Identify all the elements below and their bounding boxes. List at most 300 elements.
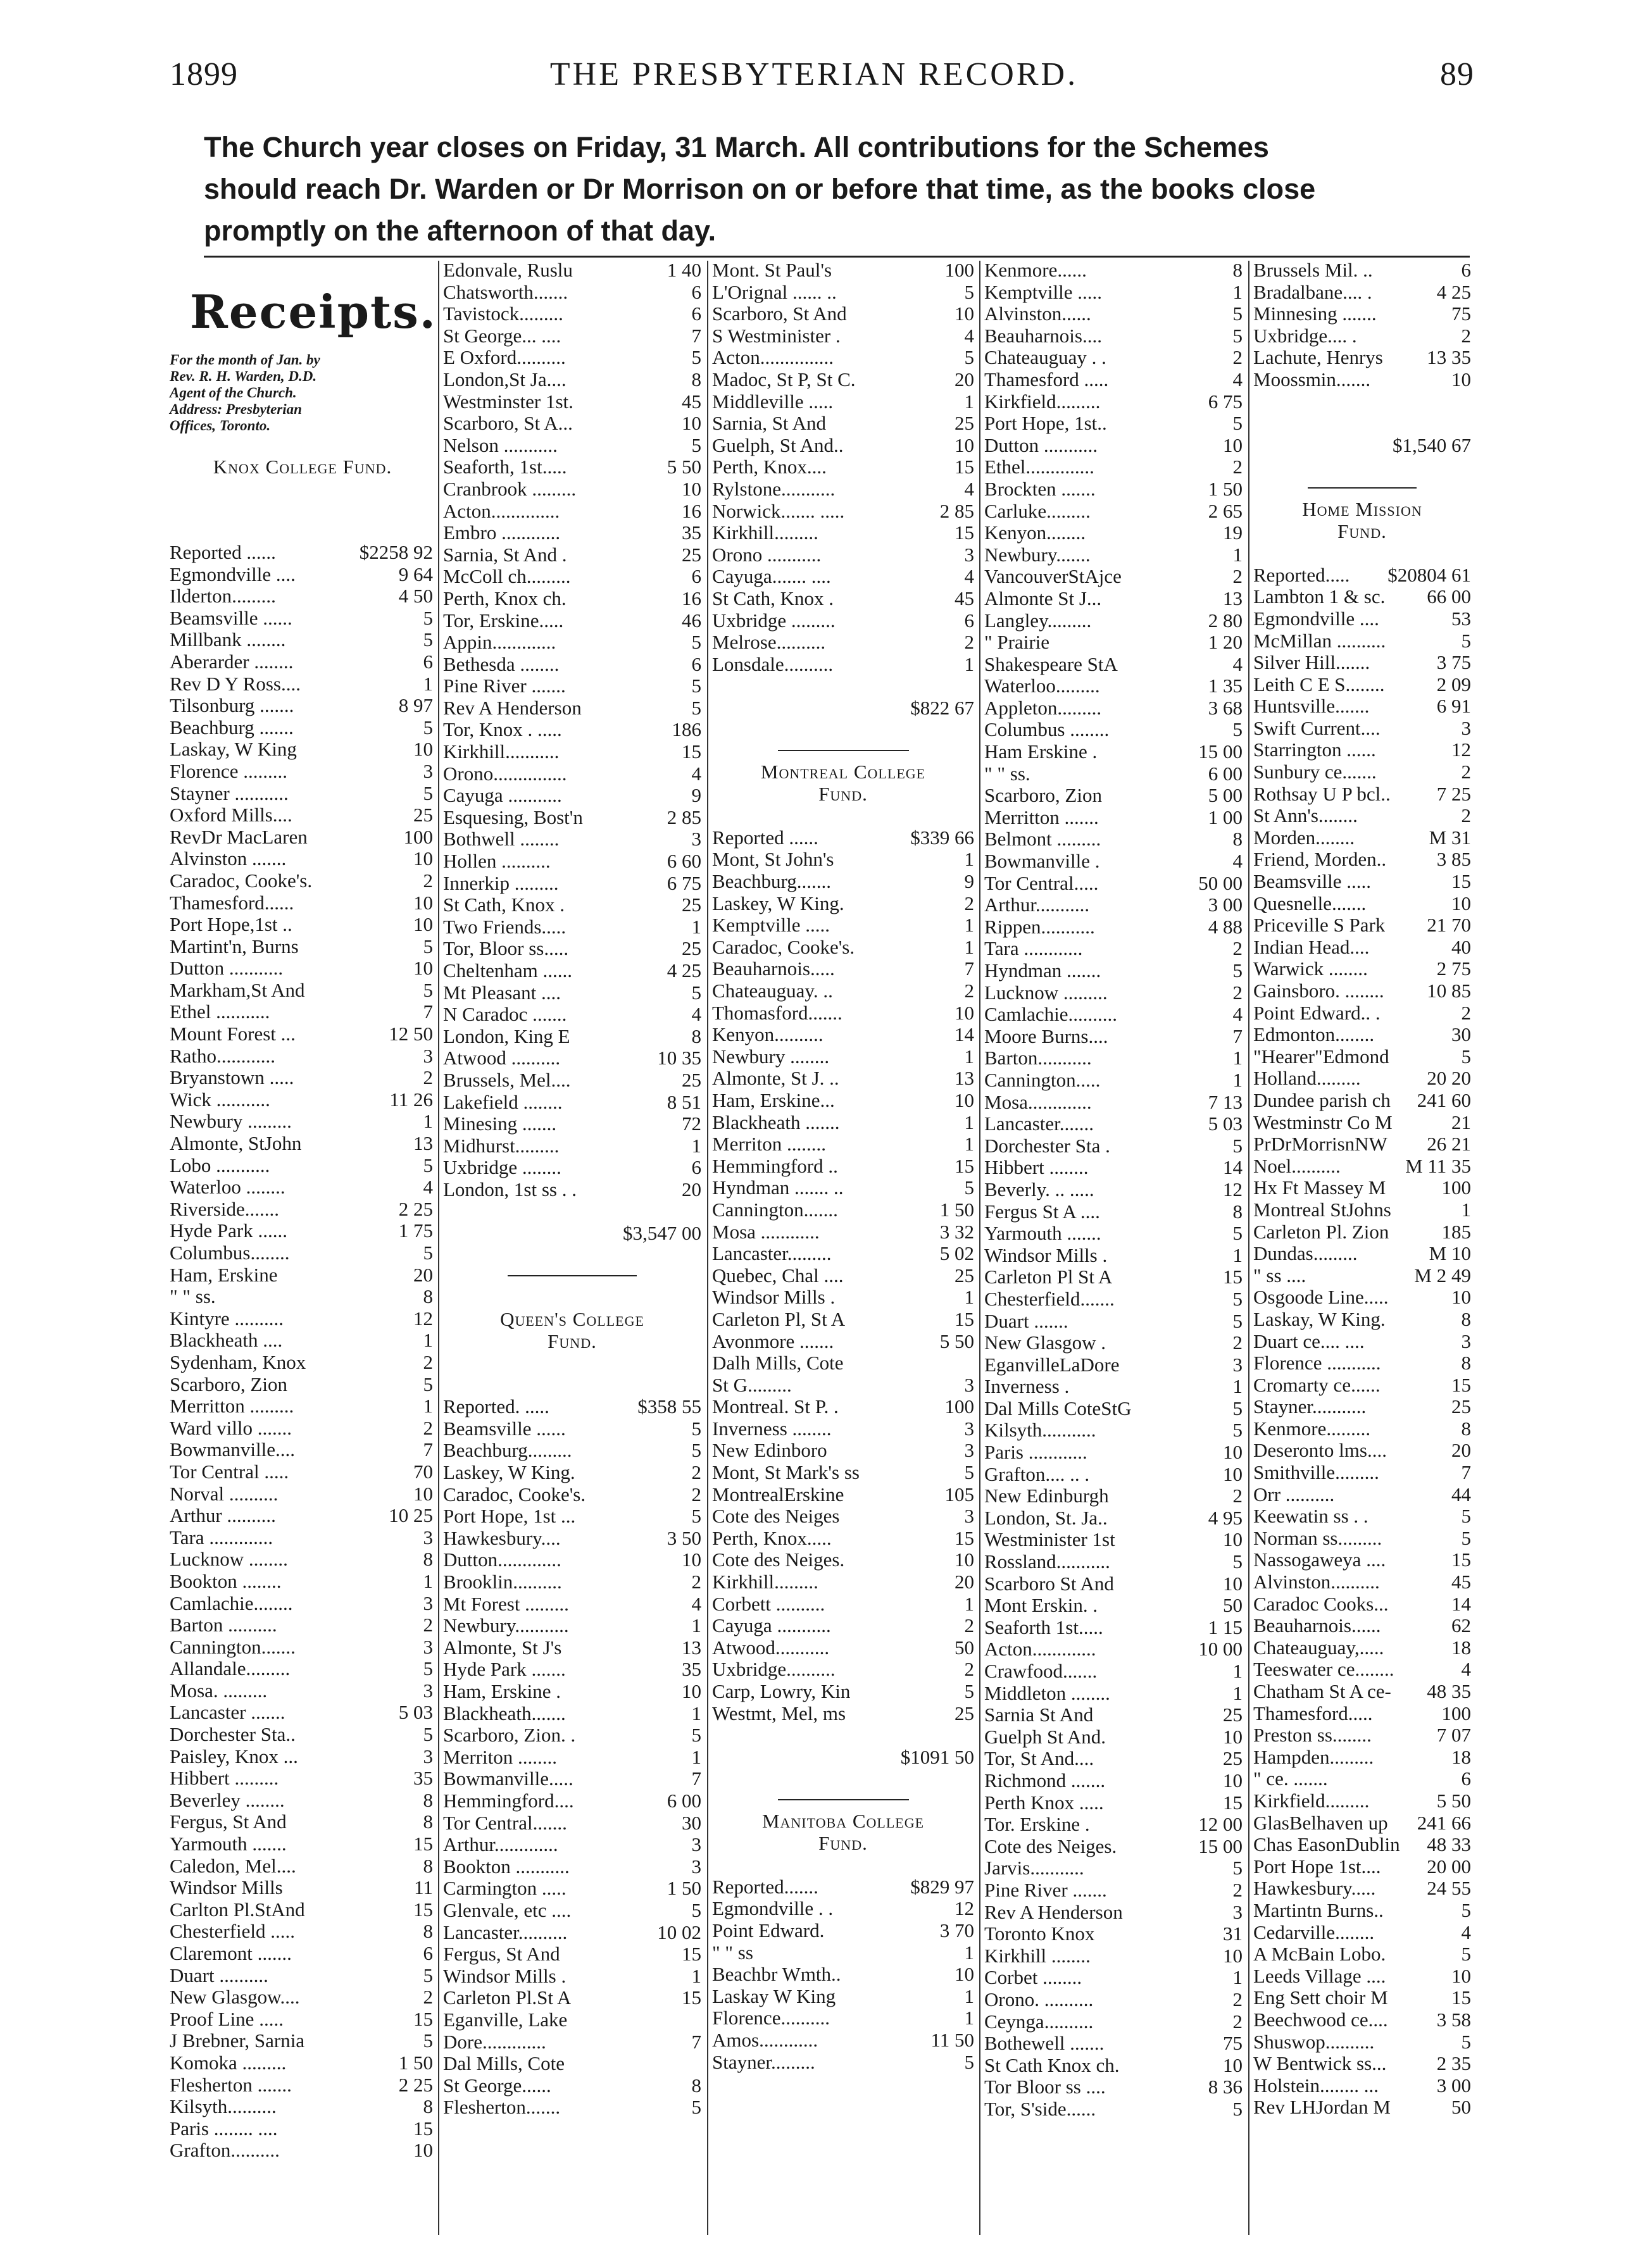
entry-amount: 15 bbox=[955, 456, 974, 478]
entry-amount: 10 02 bbox=[657, 1921, 701, 1943]
receipt-entry bbox=[984, 632, 1243, 654]
entry-amount: 45 bbox=[1451, 1571, 1471, 1593]
entry-name: Minnesing ....... bbox=[1253, 303, 1377, 325]
entry-name: Duart ....... bbox=[984, 1310, 1068, 1332]
entry-name: Yarmouth ....... bbox=[170, 1833, 287, 1855]
receipt-entry bbox=[1253, 2031, 1471, 2053]
entry-name: Orr .......... bbox=[1253, 1483, 1335, 1505]
entry-amount: 8 bbox=[1232, 1200, 1243, 1223]
receipt-entry bbox=[1253, 2053, 1471, 2075]
entry-amount: 15 00 bbox=[1198, 740, 1243, 763]
entry-name: Dutton............. bbox=[443, 1549, 561, 1571]
receipt-entry bbox=[712, 1418, 974, 1440]
receipt-entry bbox=[712, 303, 974, 325]
entry-amount: 5 bbox=[423, 716, 433, 738]
entry-name: Two Friends..... bbox=[443, 916, 567, 938]
receipt-entry bbox=[1253, 259, 1471, 282]
receipt-entry bbox=[984, 1157, 1243, 1179]
entry-name: Shakespeare StA bbox=[984, 653, 1118, 675]
entry-amount: 10 bbox=[1223, 1725, 1243, 1748]
receipt-entry bbox=[712, 1615, 974, 1637]
entry-name: Westmt, Mel, ms bbox=[712, 1702, 846, 1724]
receipt-entry bbox=[443, 1834, 701, 1856]
entry-name: Norval .......... bbox=[170, 1483, 279, 1505]
entry-amount: 4 bbox=[691, 762, 701, 785]
receipt-entry bbox=[712, 849, 974, 871]
entry-name: Rev D Y Ross.... bbox=[170, 673, 301, 695]
entry-amount: 2 35 bbox=[1436, 2052, 1471, 2075]
entry-name: Kilsyth........... bbox=[984, 1419, 1096, 1442]
receipt-entry bbox=[443, 1047, 701, 1069]
entry-name: Hyndman ....... bbox=[984, 960, 1101, 981]
entry-name: Kenmore...... bbox=[984, 259, 1087, 281]
receipt-entry bbox=[443, 1092, 701, 1114]
receipt-entry bbox=[1253, 805, 1471, 827]
entry-name: A McBain Lobo. bbox=[1253, 1943, 1386, 1966]
spacer bbox=[1253, 456, 1471, 478]
receipt-entry bbox=[443, 1462, 701, 1484]
entry-amount: 8 bbox=[423, 2095, 433, 2118]
entry-name: Silver Hill....... bbox=[1253, 652, 1370, 674]
receipt-entry bbox=[443, 435, 701, 457]
entry-amount: 25 bbox=[955, 1264, 974, 1287]
entry-amount: 4 88 bbox=[1208, 915, 1243, 938]
entry-name: Hemmingford.... bbox=[443, 1790, 574, 1812]
entry-name: Lakefield ........ bbox=[443, 1091, 563, 1113]
receipt-entry bbox=[1253, 282, 1471, 304]
fund-heading: Fund. bbox=[548, 1330, 597, 1352]
entry-name: Chesterfield ..... bbox=[170, 1921, 296, 1943]
entry-name: Brussels Mil. .. bbox=[1253, 259, 1373, 281]
entry-name: Toronto Knox bbox=[984, 1923, 1095, 1945]
receipt-entry bbox=[443, 1026, 701, 1048]
entry-name: Point Edward.. . bbox=[1253, 1002, 1381, 1024]
entry-name: Hyndman ....... .. bbox=[712, 1177, 844, 1199]
entry-amount: 2 bbox=[423, 1416, 433, 1439]
entry-name: Newbury........... bbox=[443, 1615, 569, 1637]
entry-name: Lachute, Henrys bbox=[1253, 347, 1383, 369]
receipt-entry bbox=[1253, 1374, 1471, 1397]
receipts-title: Receipts. bbox=[190, 285, 437, 339]
entry-name: Laskay W King bbox=[712, 1985, 836, 2007]
receipt-entry bbox=[984, 1311, 1243, 1333]
entry-amount: 10 bbox=[1451, 368, 1471, 390]
receipt-entry bbox=[1253, 1834, 1471, 1856]
receipt-entry bbox=[443, 1157, 701, 1179]
spacer bbox=[1253, 542, 1471, 564]
entry-amount: 50 bbox=[1223, 1594, 1243, 1617]
entry-name: Quebec, Chal .... bbox=[712, 1264, 844, 1287]
entry-amount: 1 bbox=[964, 1941, 974, 1964]
entry-name: Indian Head.... bbox=[1253, 936, 1370, 958]
entry-amount: 30 bbox=[682, 1811, 701, 1834]
entry-amount: 10 bbox=[1223, 433, 1243, 456]
entry-amount: 2 bbox=[1232, 565, 1243, 588]
entry-amount: 3 58 bbox=[1436, 2008, 1471, 2031]
fund-total bbox=[443, 1223, 701, 1245]
receipt-entry bbox=[1253, 1046, 1471, 1068]
receipt-entry bbox=[1253, 1703, 1471, 1725]
receipt-entry bbox=[1253, 2075, 1471, 2097]
receipt-entry bbox=[984, 1201, 1243, 1223]
notice bbox=[204, 127, 1470, 252]
entry-name: Kenmore......... bbox=[1253, 1418, 1371, 1440]
entry-amount: 20 bbox=[955, 1571, 974, 1593]
entry-amount: 6 bbox=[1461, 1767, 1471, 1790]
entry-name: Beachbr Wmth.. bbox=[712, 1964, 841, 1986]
entry-name: Edmonton........ bbox=[1253, 1024, 1375, 1046]
entry-name: Egmondville .... bbox=[1253, 608, 1379, 630]
entry-amount: 75 bbox=[1223, 2032, 1243, 2055]
entry-name: RevDr MacLaren bbox=[170, 826, 308, 848]
page-year: 1899 bbox=[170, 56, 238, 92]
entry-amount: 15 bbox=[682, 740, 701, 763]
entry-name: Minesing ....... bbox=[443, 1113, 557, 1135]
receipt-entry bbox=[443, 2097, 701, 2119]
entry-name: Cranbrook ......... bbox=[443, 478, 577, 500]
entry-name: Orono ........... bbox=[712, 544, 822, 566]
fund-heading: Fund. bbox=[818, 1831, 868, 1854]
entry-amount: 5 bbox=[1461, 1526, 1471, 1549]
entry-name: Aberarder ........ bbox=[170, 651, 294, 673]
entry-amount: 15 bbox=[955, 1154, 974, 1177]
entry-amount: 8 bbox=[423, 1548, 433, 1571]
entry-amount: 5 bbox=[423, 782, 433, 804]
entry-amount: 10 bbox=[1451, 1964, 1471, 1987]
entry-amount: 5 bbox=[1461, 1898, 1471, 1921]
entry-name: Rossland........... bbox=[984, 1551, 1110, 1573]
entry-name: Rev LHJordan M bbox=[1253, 2097, 1391, 2119]
section-rule bbox=[778, 750, 909, 751]
entry-name: Montreal StJohns bbox=[1253, 1199, 1391, 1221]
entry-amount: 13 bbox=[955, 1067, 974, 1090]
receipt-entry bbox=[443, 1966, 701, 1988]
entry-amount: 21 70 bbox=[1427, 914, 1471, 937]
entry-name: Duart ce.... .... bbox=[1253, 1330, 1365, 1352]
entry-amount: 8 bbox=[1461, 1417, 1471, 1440]
column-separator bbox=[438, 261, 439, 2235]
receipt-entry bbox=[984, 1792, 1243, 1814]
entry-amount: 1 bbox=[423, 1329, 433, 1352]
entry-name: Windsor Mills . bbox=[984, 1244, 1108, 1266]
receipt-entry bbox=[984, 960, 1243, 982]
entry-amount: 8 bbox=[691, 1025, 701, 1047]
receipt-entry bbox=[443, 938, 701, 960]
entry-amount: 40 bbox=[1451, 935, 1471, 958]
entry-name: Perth, Knox..... bbox=[712, 1527, 832, 1549]
receipts-column-4 bbox=[984, 259, 1243, 2120]
entry-amount: 10 bbox=[955, 1001, 974, 1024]
entry-amount: 3 bbox=[964, 543, 974, 566]
receipt-entry bbox=[1253, 1352, 1471, 1374]
entry-amount: 1 bbox=[691, 915, 701, 938]
entry-name: Brockten ....... bbox=[984, 478, 1096, 500]
entry-name: Sydenham, Knox bbox=[170, 1351, 306, 1373]
entry-name: St G......... bbox=[712, 1374, 792, 1396]
receipt-entry bbox=[443, 1659, 701, 1681]
entry-amount: 46 bbox=[682, 609, 701, 632]
receipt-entry bbox=[712, 1898, 974, 1920]
receipt-entry bbox=[443, 303, 701, 325]
receipt-entry bbox=[712, 1637, 974, 1659]
entry-name: Ethel ........... bbox=[170, 1001, 270, 1023]
entry-name: Chateauguay . . bbox=[984, 347, 1106, 369]
entry-amount: 4 bbox=[1461, 1658, 1471, 1681]
entry-amount: 7 07 bbox=[1436, 1724, 1471, 1747]
entry-name: Tara ............. bbox=[170, 1526, 273, 1548]
entry-name: Markham,St And bbox=[170, 979, 305, 1001]
spacer bbox=[712, 675, 974, 697]
entry-amount: 4 bbox=[423, 1176, 433, 1199]
entry-amount: 3 bbox=[964, 1417, 974, 1440]
entry-amount: 1 bbox=[691, 1964, 701, 1987]
entry-name: Mont, St Mark's ss bbox=[712, 1462, 860, 1484]
receipt-entry bbox=[443, 1069, 701, 1092]
receipt-entry bbox=[712, 914, 974, 937]
entry-name: Mont, St John's bbox=[712, 849, 834, 871]
entry-name: Carleton Pl St A bbox=[984, 1266, 1113, 1288]
entry-name: Newbury ......... bbox=[170, 1111, 292, 1133]
entry-name: Rev A Henderson bbox=[984, 1901, 1123, 1923]
receipt-entry bbox=[984, 1814, 1243, 1836]
entry-name: Dundee parish ch bbox=[1253, 1089, 1391, 1111]
receipt-entry bbox=[712, 1243, 974, 1265]
receipt-entry bbox=[170, 717, 433, 739]
entry-amount: 31 bbox=[1223, 1922, 1243, 1945]
entry-name: Waterloo ........ bbox=[170, 1176, 285, 1199]
receipt-entry bbox=[1253, 1156, 1471, 1178]
receipt-entry bbox=[443, 873, 701, 895]
receipt-entry bbox=[712, 958, 974, 980]
entry-name: Waterloo......... bbox=[984, 675, 1100, 697]
entry-name: Chas EasonDublin bbox=[1253, 1834, 1400, 1856]
entry-name: Kenyon.......... bbox=[712, 1024, 823, 1046]
entry-amount: 7 bbox=[1461, 1461, 1471, 1484]
entry-amount: 1 bbox=[964, 2007, 974, 2029]
receipt-entry bbox=[443, 960, 701, 982]
entry-name: Point Edward. bbox=[712, 1919, 825, 1941]
receipt-entry bbox=[1253, 1593, 1471, 1616]
entry-amount: 10 bbox=[955, 1548, 974, 1571]
entry-name: Perth, Knox ch. bbox=[443, 587, 567, 609]
total-amount: $1091 50 bbox=[900, 1745, 974, 1768]
receipt-entry bbox=[1253, 1199, 1471, 1221]
entry-amount: 10 bbox=[413, 1482, 433, 1505]
entry-amount: 3 bbox=[423, 1745, 433, 1767]
column-separator bbox=[1248, 261, 1249, 2235]
receipt-entry bbox=[443, 982, 701, 1004]
receipt-entry bbox=[1253, 1024, 1471, 1046]
entry-amount: $339 66 bbox=[910, 826, 974, 849]
receipt-entry bbox=[170, 826, 433, 849]
entry-name: Moore Burns.... bbox=[984, 1025, 1108, 1047]
receipt-entry bbox=[712, 478, 974, 501]
receipt-entry bbox=[984, 1989, 1243, 2011]
entry-name: Lambton 1 & sc. bbox=[1253, 586, 1386, 608]
entry-amount: 10 bbox=[1223, 1462, 1243, 1485]
entry-name: Dore............. bbox=[443, 2031, 546, 2053]
entry-name: Cayuga ........... bbox=[443, 785, 562, 807]
fund-heading: Queen's College bbox=[500, 1307, 644, 1330]
entry-amount: 8 51 bbox=[667, 1090, 701, 1113]
entry-amount: 1 50 bbox=[667, 1877, 701, 1900]
entry-amount: 5 bbox=[1461, 2030, 1471, 2053]
entry-name: St Cath, Knox . bbox=[712, 587, 834, 609]
entry-amount: 48 35 bbox=[1427, 1680, 1471, 1702]
entry-amount: 30 bbox=[1451, 1023, 1471, 1046]
entry-name: E Oxford.......... bbox=[443, 347, 566, 369]
entry-name: Paisley, Knox ... bbox=[170, 1745, 298, 1767]
receipt-entry bbox=[984, 697, 1243, 720]
receipt-entry bbox=[984, 1857, 1243, 1879]
receipt-entry bbox=[1253, 1812, 1471, 1835]
receipt-entry bbox=[984, 259, 1243, 282]
entry-amount: 45 bbox=[955, 587, 974, 609]
receipt-entry bbox=[1253, 1943, 1471, 1966]
receipt-entry bbox=[443, 697, 701, 720]
entry-name: Mt Pleasant .... bbox=[443, 981, 561, 1004]
entry-name: Noel.......... bbox=[1253, 1155, 1341, 1177]
entry-name: Kirkhill........... bbox=[443, 741, 560, 763]
receipt-entry bbox=[984, 1419, 1243, 1442]
entry-amount: 5 bbox=[1232, 959, 1243, 981]
entry-amount: 15 bbox=[1451, 870, 1471, 893]
receipt-entry bbox=[170, 1001, 433, 1023]
entry-name: Rev A Henderson bbox=[443, 697, 582, 719]
entry-amount: 3 bbox=[423, 1592, 433, 1614]
entry-amount: 5 bbox=[691, 1439, 701, 1462]
entry-amount: 5 bbox=[964, 1461, 974, 1484]
entry-amount: 5 bbox=[691, 696, 701, 719]
entry-amount: 3 70 bbox=[939, 1919, 974, 1941]
entry-amount: 12 bbox=[413, 1307, 433, 1330]
entry-name: New Edinboro bbox=[712, 1440, 827, 1462]
entry-amount: 5 bbox=[423, 1242, 433, 1264]
entry-amount: 1 bbox=[423, 1110, 433, 1133]
entry-amount: 5 bbox=[423, 1154, 433, 1176]
entry-name: Tor, Bloor ss..... bbox=[443, 938, 569, 960]
entry-name: Beauharnois...... bbox=[1253, 1615, 1381, 1637]
spacer bbox=[443, 1374, 701, 1397]
entry-name: Avonmore ....... bbox=[712, 1330, 834, 1352]
receipt-entry bbox=[984, 1617, 1243, 1639]
entry-amount: $20804 61 bbox=[1387, 563, 1471, 586]
entry-name: Reported ...... bbox=[712, 826, 818, 849]
entry-name: J Brebner, Sarnia bbox=[170, 2030, 305, 2052]
receipt-entry bbox=[712, 369, 974, 391]
entry-amount: 3 bbox=[423, 1044, 433, 1067]
entry-amount: 6 00 bbox=[667, 1789, 701, 1812]
entry-amount: 2 bbox=[423, 1350, 433, 1373]
entry-name: Laskay, W King bbox=[170, 738, 297, 761]
entry-name: Cote des Neiges. bbox=[984, 1835, 1117, 1857]
receipt-entry bbox=[1253, 1528, 1471, 1550]
entry-amount: 8 bbox=[423, 1285, 433, 1308]
entry-amount: 15 bbox=[413, 2117, 433, 2140]
receipt-entry bbox=[984, 1529, 1243, 1551]
receipt-entry bbox=[712, 1440, 974, 1462]
entry-amount: 10 bbox=[413, 738, 433, 761]
receipt-entry bbox=[1253, 1090, 1471, 1112]
entry-name: Sarnia, St And . bbox=[443, 544, 567, 566]
entry-name: Gainsboro. ........ bbox=[1253, 980, 1384, 1002]
receipt-entry bbox=[712, 2029, 974, 2052]
entry-amount: 8 bbox=[1232, 259, 1243, 281]
entry-name: Florence ......... bbox=[170, 760, 287, 782]
entry-amount: 6 bbox=[691, 302, 701, 325]
entry-name: Allandale......... bbox=[170, 1658, 291, 1680]
receipts-subtitle-line: Offices, Toronto. bbox=[170, 418, 271, 433]
receipt-entry bbox=[984, 610, 1243, 632]
receipt-entry bbox=[1253, 1659, 1471, 1681]
receipt-entry bbox=[984, 1660, 1243, 1683]
entry-name: Kemptville ..... bbox=[984, 281, 1102, 303]
entry-name: Jarvis........... bbox=[984, 1857, 1084, 1879]
entry-amount: 12 50 bbox=[389, 1023, 433, 1045]
receipt-entry bbox=[712, 1484, 974, 1506]
entry-name: Tor Bloor ss .... bbox=[984, 2076, 1106, 2098]
notice-line: should reach Dr. Warden or Dr Morrison on or before that time, as the books close bbox=[204, 173, 1316, 205]
top-rule bbox=[204, 256, 1470, 258]
receipt-entry bbox=[170, 1220, 433, 1242]
entry-amount: M 31 bbox=[1429, 826, 1471, 849]
entry-amount: 4 bbox=[691, 1592, 701, 1615]
entry-name: Belmont ......... bbox=[984, 828, 1101, 850]
entry-amount: 5 bbox=[1461, 1943, 1471, 1966]
receipt-entry bbox=[1253, 1396, 1471, 1418]
entry-amount: 1 bbox=[964, 1045, 974, 1068]
entry-name: Reported....... bbox=[712, 1876, 818, 1898]
entry-amount: 2 bbox=[1232, 1331, 1243, 1354]
entry-amount: 10 bbox=[1223, 1944, 1243, 1967]
receipt-entry bbox=[712, 1068, 974, 1090]
entry-name: Chateauguay. .. bbox=[712, 980, 833, 1002]
entry-amount: 18 bbox=[1451, 1636, 1471, 1659]
receipt-entry bbox=[1253, 718, 1471, 740]
entry-amount: 10 bbox=[1451, 892, 1471, 914]
entry-name: Fergus, St And bbox=[170, 1811, 287, 1833]
entry-amount: 4 bbox=[1461, 1921, 1471, 1943]
entry-name: Proof Line ..... bbox=[170, 2008, 284, 2030]
receipt-entry bbox=[170, 1286, 433, 1308]
entry-amount: 4 95 bbox=[1208, 1506, 1243, 1529]
receipt-entry bbox=[984, 369, 1243, 391]
entry-amount: 1 bbox=[1232, 1243, 1243, 1266]
entry-name: Lucknow ......... bbox=[984, 981, 1108, 1004]
entry-name: Morden........ bbox=[1253, 826, 1355, 849]
entry-name: Kirkhill ........ bbox=[984, 1945, 1091, 1967]
receipt-entry bbox=[712, 654, 974, 676]
receipt-entry bbox=[1253, 1287, 1471, 1309]
entry-name: Windsor Mills bbox=[170, 1877, 283, 1899]
receipt-entry bbox=[712, 456, 974, 478]
entry-amount: 9 bbox=[964, 870, 974, 893]
entry-amount: 15 bbox=[1451, 1548, 1471, 1571]
receipt-entry bbox=[443, 1943, 701, 1966]
receipts-subtitle-line: For the month of Jan. by bbox=[170, 352, 320, 368]
receipt-entry bbox=[443, 1900, 701, 1922]
entry-name: Tor, St And.... bbox=[984, 1748, 1094, 1770]
entry-amount: 18 bbox=[1451, 1745, 1471, 1768]
entry-name: Guelph, St And.. bbox=[712, 434, 844, 456]
entry-name: Ward villo ....... bbox=[170, 1417, 292, 1439]
column-separator bbox=[707, 261, 708, 2235]
entry-amount: 10 bbox=[955, 302, 974, 325]
entry-name: Perth, Knox.... bbox=[712, 456, 827, 478]
entry-name: Lonsdale.......... bbox=[712, 653, 834, 675]
receipt-entry bbox=[712, 610, 974, 632]
receipt-entry bbox=[712, 1942, 974, 1964]
